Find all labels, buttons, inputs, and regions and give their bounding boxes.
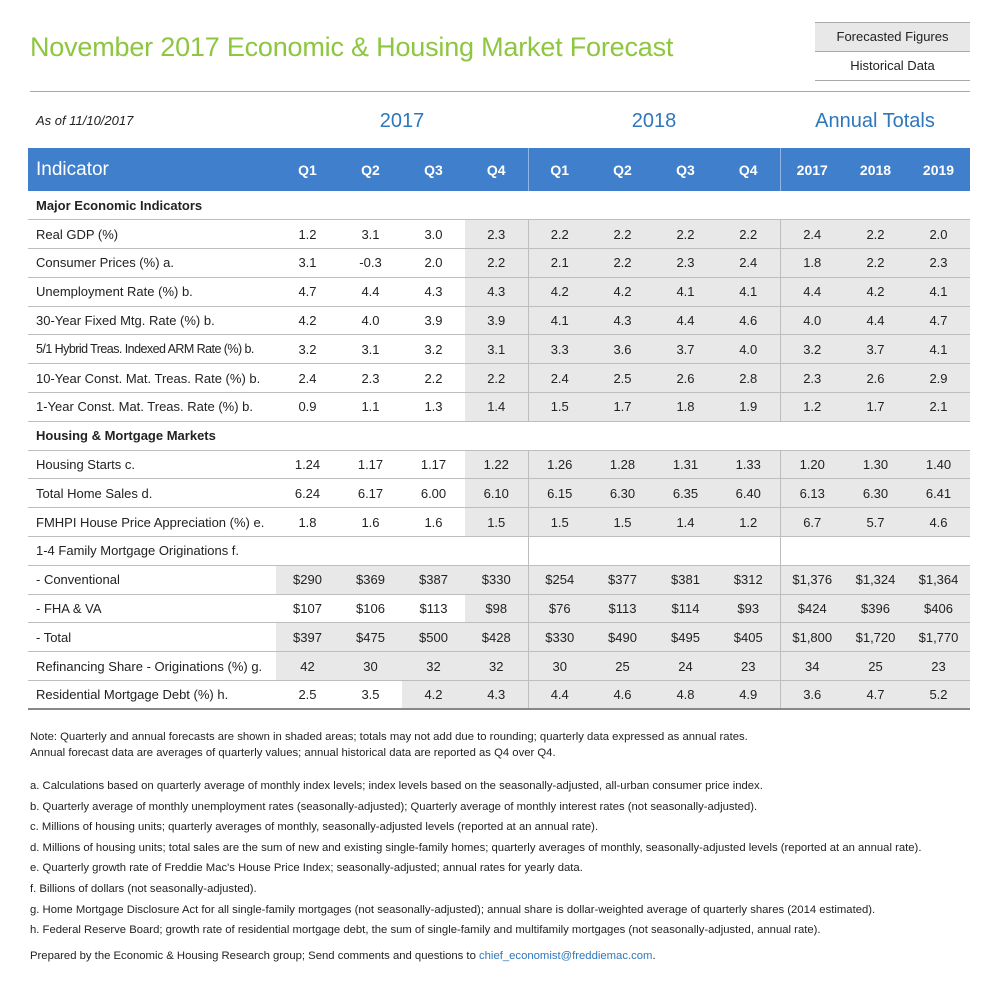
table-cell: 4.1: [717, 277, 780, 306]
table-cell: $1,770: [907, 623, 970, 652]
row-label: Consumer Prices (%) a.: [28, 249, 276, 278]
table-cell: 2.8: [717, 364, 780, 393]
table-cell: 23: [717, 652, 780, 681]
table-cell: 6.41: [907, 479, 970, 508]
footnote-a: a. Calculations based on quarterly average of monthly index levels; index levels based on the seasonally-adjusted, all-urban consumer price index.: [30, 780, 763, 792]
table-cell: 4.6: [717, 306, 780, 335]
table-cell: 1.31: [654, 450, 717, 479]
table-cell: 1.7: [591, 393, 654, 422]
table-cell: 2.0: [907, 220, 970, 249]
table-cell: 3.2: [402, 335, 465, 364]
table-cell: 1.5: [528, 393, 591, 422]
table-row: [28, 450, 970, 479]
table-cell: $114: [654, 594, 717, 623]
table-cell: 2.6: [654, 364, 717, 393]
footnotes: [30, 776, 975, 941]
table-cell: 4.2: [591, 277, 654, 306]
table-cell: $406: [907, 594, 970, 623]
table-cell: 1.9: [717, 393, 780, 422]
table-cell: 4.7: [276, 277, 339, 306]
page-title: November 2017 Economic & Housing Market Forecast: [30, 32, 674, 62]
as-of-date: As of 11/10/2017: [36, 113, 134, 128]
table-cell: 6.35: [654, 479, 717, 508]
column-header: Q4: [486, 161, 506, 178]
table-cell: 4.8: [654, 681, 717, 710]
table-cell: 4.3: [465, 277, 528, 306]
table-cell: 6.40: [717, 479, 780, 508]
table-cell: 4.2: [276, 306, 339, 335]
table-row: [28, 681, 970, 710]
table-cell: 2.2: [591, 249, 654, 278]
table-cell: 6.15: [528, 479, 591, 508]
table-cell: 6.10: [465, 479, 528, 508]
column-header: Indicator: [36, 158, 109, 180]
row-label: - FHA & VA: [28, 594, 276, 623]
table-cell: 1.8: [780, 249, 844, 278]
table-cell: 2.4: [717, 249, 780, 278]
row-label: Housing Starts c.: [28, 450, 276, 479]
table-cell: 3.2: [276, 335, 339, 364]
table-cell: -0.3: [339, 249, 402, 278]
table-cell: [654, 537, 717, 566]
table-cell: $1,364: [907, 565, 970, 594]
table-cell: 1.4: [654, 508, 717, 537]
table-cell: 1.40: [907, 450, 970, 479]
table-cell: $405: [717, 623, 780, 652]
table-cell: 3.6: [591, 335, 654, 364]
row-label: 10-Year Const. Mat. Treas. Rate (%) b.: [28, 364, 276, 393]
table-cell: $387: [402, 565, 465, 594]
table-cell: 4.9: [717, 681, 780, 710]
table-cell: $254: [528, 565, 591, 594]
table-cell: 2.2: [844, 220, 907, 249]
table-cell: 3.9: [402, 306, 465, 335]
table-cell: 1.5: [465, 508, 528, 537]
table-cell: $1,324: [844, 565, 907, 594]
footnote-f: f. Billions of dollars (not seasonally-adjusted).: [30, 882, 257, 895]
table-cell: 2.3: [780, 364, 844, 393]
table-cell: $428: [465, 623, 528, 652]
table-cell: 34: [780, 652, 844, 681]
table-row: [28, 277, 970, 306]
table-cell: 4.1: [907, 335, 970, 364]
column-header: 2017: [780, 148, 844, 191]
table-cell: 1.6: [339, 508, 402, 537]
row-label: 30-Year Fixed Mtg. Rate (%) b.: [28, 306, 276, 335]
table-cell: 3.5: [339, 681, 402, 710]
table-cell: 4.6: [907, 508, 970, 537]
prepared-by-period: .: [652, 950, 656, 962]
row-label: Total Home Sales d.: [28, 479, 276, 508]
table-cell: $330: [465, 565, 528, 594]
legend-historical: Historical Data: [815, 52, 970, 81]
table-cell: 4.0: [717, 335, 780, 364]
table-cell: $369: [339, 565, 402, 594]
table-cell: 2.2: [844, 249, 907, 278]
table-cell: 1.26: [528, 450, 591, 479]
table-cell: $1,800: [780, 623, 844, 652]
table-cell: [276, 537, 339, 566]
table-cell: 4.3: [591, 306, 654, 335]
row-label: 1-Year Const. Mat. Treas. Rate (%) b.: [28, 393, 276, 422]
table-cell: 4.4: [654, 306, 717, 335]
table-cell: 1.3: [402, 393, 465, 422]
table-cell: $1,376: [780, 565, 844, 594]
table-cell: 4.4: [528, 681, 591, 710]
table-cell: $475: [339, 623, 402, 652]
table-cell: 1.6: [402, 508, 465, 537]
table-cell: 3.2: [780, 335, 844, 364]
table-cell: 1.33: [717, 450, 780, 479]
table-cell: 4.4: [844, 306, 907, 335]
table-cell: 30: [528, 652, 591, 681]
table-cell: $290: [276, 565, 339, 594]
column-header: Q3: [676, 161, 695, 178]
footnote-d: d. Millions of housing units; total sales are the sum of new and existing single-family homes; quarterly averages of monthly, seasonally-adjusted levels (reported at an annual rate).: [30, 841, 922, 854]
legend: [815, 22, 970, 81]
table-cell: 4.2: [844, 277, 907, 306]
table-cell: 4.3: [465, 681, 528, 710]
table-cell: 2.2: [717, 220, 780, 249]
table-cell: $1,720: [844, 623, 907, 652]
table-cell: 3.3: [528, 335, 591, 364]
forecast-table: [28, 148, 970, 710]
title-divider: [30, 91, 970, 92]
table-cell: 6.7: [780, 508, 844, 537]
table-cell: 2.4: [780, 220, 844, 249]
table-cell: $396: [844, 594, 907, 623]
table-cell: $377: [591, 565, 654, 594]
table-cell: $312: [717, 565, 780, 594]
table-cell: 0.9: [276, 393, 339, 422]
table-cell: 2.2: [654, 220, 717, 249]
legend-forecasted: Forecasted Figures: [815, 22, 970, 52]
table-cell: 3.1: [276, 249, 339, 278]
table-cell: 4.0: [780, 306, 844, 335]
table-cell: 2.0: [402, 249, 465, 278]
table-cell: 2.2: [402, 364, 465, 393]
row-label: Unemployment Rate (%) b.: [28, 277, 276, 306]
table-cell: 1.2: [780, 393, 844, 422]
notes: [30, 729, 975, 761]
table-cell: 1.5: [591, 508, 654, 537]
table-cell: [717, 537, 780, 566]
table-cell: 25: [591, 652, 654, 681]
column-header: Q1: [528, 148, 591, 191]
table-row: [28, 220, 970, 249]
table-cell: 2.3: [654, 249, 717, 278]
table-row: [28, 565, 970, 594]
table-cell: $113: [402, 594, 465, 623]
table-cell: [339, 537, 402, 566]
table-cell: 1.17: [339, 450, 402, 479]
table-cell: 4.2: [402, 681, 465, 710]
table-cell: [402, 537, 465, 566]
footnote-b: b. Quarterly average of monthly unemployment rates (seasonally-adjusted); Quarterly average of monthly interest rates (not seasonally-adjusted).: [30, 800, 758, 813]
table-cell: [844, 537, 907, 566]
row-label: 1-4 Family Mortgage Originations f.: [28, 537, 276, 566]
table-cell: 3.6: [780, 681, 844, 710]
table-row: [28, 393, 970, 422]
table-cell: $107: [276, 594, 339, 623]
table-cell: 4.2: [528, 277, 591, 306]
table-cell: [591, 537, 654, 566]
table-cell: 1.24: [276, 450, 339, 479]
table-cell: [780, 537, 844, 566]
table-cell: 2.4: [276, 364, 339, 393]
table-cell: 4.4: [780, 277, 844, 306]
table-row: [28, 623, 970, 652]
section-header-row: [28, 191, 970, 220]
table-cell: 1.22: [465, 450, 528, 479]
table-cell: 32: [465, 652, 528, 681]
table-cell: 4.1: [907, 277, 970, 306]
group-header-annual-totals: Annual Totals: [815, 110, 935, 132]
section-title: Major Economic Indicators: [28, 191, 970, 220]
table-cell: $98: [465, 594, 528, 623]
table-cell: $381: [654, 565, 717, 594]
table-cell: 1.5: [528, 508, 591, 537]
table-cell: 2.4: [528, 364, 591, 393]
table-cell: 42: [276, 652, 339, 681]
column-header: 2018: [859, 161, 892, 178]
table-cell: 1.30: [844, 450, 907, 479]
column-header: Q3: [424, 161, 443, 178]
table-row: [28, 652, 970, 681]
footnote-c: c. Millions of housing units; quarterly averages of monthly, seasonally-adjusted levels (reported at an annual rate).: [30, 821, 599, 834]
table-cell: 1.2: [717, 508, 780, 537]
table-cell: $113: [591, 594, 654, 623]
column-header: Q2: [613, 161, 632, 178]
table-cell: [528, 537, 591, 566]
section-header-row: [28, 421, 970, 450]
row-label: - Conventional: [28, 565, 276, 594]
table-cell: 24: [654, 652, 717, 681]
table-cell: $330: [528, 623, 591, 652]
row-label: Real GDP (%): [28, 220, 276, 249]
table-row: [28, 479, 970, 508]
table-cell: 1.8: [654, 393, 717, 422]
table-cell: 3.0: [402, 220, 465, 249]
group-header-2018: 2018: [631, 110, 677, 132]
group-header-2017: 2017: [379, 110, 425, 132]
table-cell: 2.1: [528, 249, 591, 278]
row-label: 5/1 Hybrid Treas. Indexed ARM Rate (%) b.: [28, 335, 276, 364]
table-cell: [907, 537, 970, 566]
section-title: Housing & Mortgage Markets: [28, 421, 970, 450]
table-cell: 1.20: [780, 450, 844, 479]
table-cell: 4.3: [402, 277, 465, 306]
table-cell: 4.6: [591, 681, 654, 710]
table-cell: 4.1: [528, 306, 591, 335]
row-label: Refinancing Share - Originations (%) g.: [28, 652, 276, 681]
column-header: Q1: [298, 161, 317, 178]
table-cell: 3.1: [339, 335, 402, 364]
table-cell: $424: [780, 594, 844, 623]
table-row: [28, 335, 970, 364]
table-cell: 2.6: [844, 364, 907, 393]
note-line: Note: Quarterly and annual forecasts are shown in shaded areas; totals may not add due to rounding; quarterly data expressed as annual rates.: [30, 731, 748, 743]
table-cell: $490: [591, 623, 654, 652]
column-header: Q2: [361, 161, 380, 178]
table-cell: 2.3: [907, 249, 970, 278]
table-cell: 1.4: [465, 393, 528, 422]
table-header-row: [28, 148, 970, 191]
prepared-by-text: Prepared by the Economic & Housing Research group; Send comments and questions to: [30, 950, 479, 962]
row-label: FMHPI House Price Appreciation (%) e.: [28, 508, 276, 537]
note-line: Annual forecast data are averages of quarterly values; annual historical data are reported as Q4 over Q4.: [30, 747, 556, 759]
footnote-g: g. Home Mortgage Disclosure Act for all single-family mortgages (not seasonally-adjusted); annual share is dollar-weighted average of quarterly shares (2014 estimated).: [30, 903, 876, 916]
table-cell: 3.7: [844, 335, 907, 364]
table-cell: 2.2: [465, 364, 528, 393]
table-cell: 1.1: [339, 393, 402, 422]
column-header: 2019: [922, 161, 955, 178]
table-cell: 6.13: [780, 479, 844, 508]
table-cell: $93: [717, 594, 780, 623]
table-cell: 6.17: [339, 479, 402, 508]
table-cell: 4.7: [844, 681, 907, 710]
table-row: [28, 249, 970, 278]
table-row: [28, 594, 970, 623]
row-label: - Total: [28, 623, 276, 652]
footnote-e: e. Quarterly growth rate of Freddie Mac's House Price Index; seasonally-adjusted; annual rates for yearly data.: [30, 862, 583, 875]
table-cell: 1.7: [844, 393, 907, 422]
table-cell: 3.1: [339, 220, 402, 249]
table-cell: 2.1: [907, 393, 970, 422]
table-cell: 6.24: [276, 479, 339, 508]
table-cell: 2.2: [528, 220, 591, 249]
table-cell: 4.7: [907, 306, 970, 335]
table-cell: 2.9: [907, 364, 970, 393]
table-cell: 4.1: [654, 277, 717, 306]
table-row: [28, 508, 970, 537]
table-cell: 3.9: [465, 306, 528, 335]
footnote-h: h. Federal Reserve Board; growth rate of residential mortgage debt, the sum of single-family and multifamily mortgages (not seasonally-adjusted, annual rate).: [30, 924, 821, 937]
table-cell: 3.7: [654, 335, 717, 364]
table-cell: 2.3: [465, 220, 528, 249]
row-label: Residential Mortgage Debt (%) h.: [28, 681, 276, 710]
table-row: [28, 537, 970, 566]
table-cell: 1.28: [591, 450, 654, 479]
table-cell: $495: [654, 623, 717, 652]
table-cell: 3.1: [465, 335, 528, 364]
table-cell: 2.3: [339, 364, 402, 393]
table-cell: 30: [339, 652, 402, 681]
table-cell: 4.4: [339, 277, 402, 306]
email-link[interactable]: chief_economist@freddiemac.com: [479, 950, 653, 962]
table-cell: $76: [528, 594, 591, 623]
table-cell: 6.00: [402, 479, 465, 508]
table-cell: 2.2: [591, 220, 654, 249]
table-cell: 1.17: [402, 450, 465, 479]
table-cell: 23: [907, 652, 970, 681]
table-cell: 6.30: [844, 479, 907, 508]
prepared-by: [30, 950, 656, 962]
table-cell: [465, 537, 528, 566]
table-row: [28, 306, 970, 335]
table-cell: 2.2: [465, 249, 528, 278]
table-cell: 2.5: [591, 364, 654, 393]
table-cell: $397: [276, 623, 339, 652]
table-cell: 2.5: [276, 681, 339, 710]
table-cell: 1.8: [276, 508, 339, 537]
table-cell: 25: [844, 652, 907, 681]
table-row: [28, 364, 970, 393]
table-cell: $106: [339, 594, 402, 623]
table-cell: 32: [402, 652, 465, 681]
column-header: Q4: [738, 161, 758, 178]
table-cell: 1.2: [276, 220, 339, 249]
table-cell: $500: [402, 623, 465, 652]
table-cell: 6.30: [591, 479, 654, 508]
table-cell: 5.2: [907, 681, 970, 710]
table-cell: 4.0: [339, 306, 402, 335]
table-cell: 5.7: [844, 508, 907, 537]
